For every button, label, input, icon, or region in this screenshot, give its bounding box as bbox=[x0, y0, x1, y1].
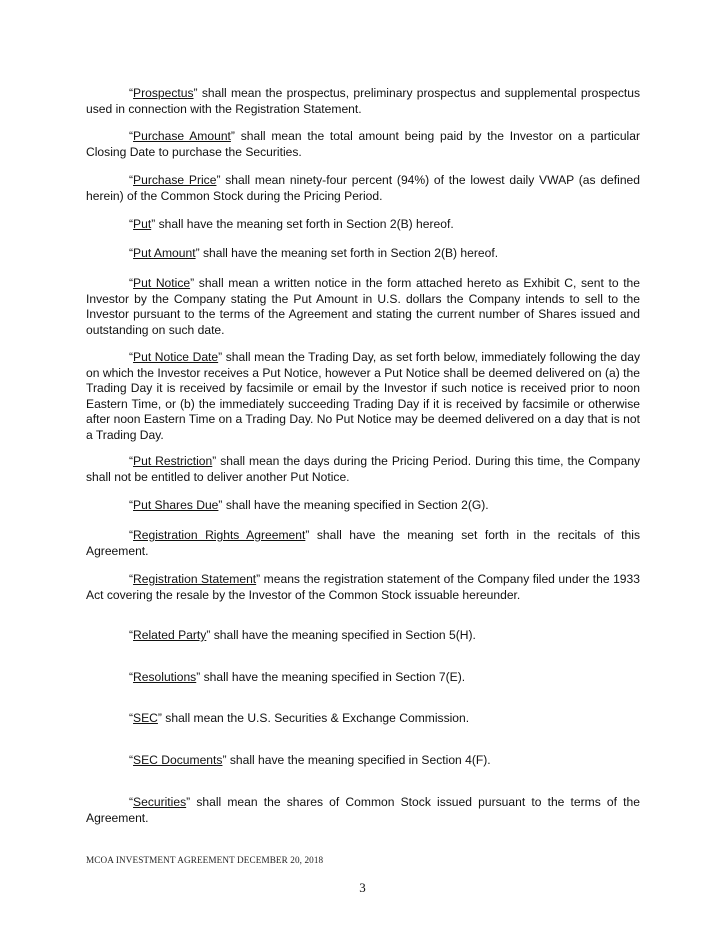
definition-sec: “SEC” shall mean the U.S. Securities & Exchange Commission. bbox=[129, 711, 470, 725]
definition-put-notice-date: “Put Notice Date” shall mean the Trading Day, as set forth below, immediately following the day on which the Investor receives a Put Notice, however a Put Notice shall be deemed delivered on (a) the Trading Day it is received by facsimile or email by the Investor if such notice is received prior to noon Eastern Time, or (b) the immediately succeeding Trading Day if it is received by facsimile or otherwise after noon Eastern Time on a Trading Day. No Put Notice may be deemed delivered on a day that is not a Trading Day. bbox=[86, 350, 640, 442]
definition-registration-rights-agreement: “Registration Rights Agreement” shall have the meaning set forth in the recitals of this Agreement. bbox=[86, 528, 640, 558]
definition-text: shall have the meaning set forth in Section 2(B) hereof. bbox=[155, 217, 454, 231]
definition-text: means the registration statement of the Company filed under the 1933 Act covering the resale by the Investor of the Common Stock issuable hereunder. bbox=[86, 572, 640, 602]
definition-purchase-amount: “Purchase Amount” shall mean the total amount being paid by the Investor on a particular Closing Date to purchase the Securities. bbox=[86, 129, 640, 159]
definition-prospectus: “Prospectus” shall mean the prospectus, preliminary prospectus and supplemental prospectus used in connection with the Registration Statement. bbox=[86, 86, 640, 116]
definition-put-amount: “Put Amount” shall have the meaning set forth in Section 2(B) hereof. bbox=[129, 246, 499, 260]
definition-text: shall mean the Trading Day, as set forth below, immediately following the day on which the Investor receives a Put Notice, however a Put Notice shall be deemed delivered on (a) the Trading Day it is received by facsimile or email by the Investor if such notice is received prior to noon Eastern Time, or (b) the immediately succeeding Trading Day if it is received by facsimile or otherwise after noon Eastern Time on a Trading Day. No Put Notice may be deemed delivered on a day that is not a Trading Day. bbox=[86, 350, 640, 442]
definition-text: shall have the meaning specified in Section 4(F). bbox=[226, 753, 491, 767]
defined-term: Prospectus bbox=[133, 86, 194, 100]
page-number: 3 bbox=[359, 880, 366, 895]
defined-term: Put Amount bbox=[133, 246, 196, 260]
definition-text: shall mean a written notice in the form attached hereto as Exhibit C, sent to the Investor by the Company stating the Put Amount in U.S. dollars the Company intends to sell to the Investor pursuant to the terms of the Agreement and stating the current number of Shares issued and outstanding on such date. bbox=[86, 276, 641, 337]
definition-text: shall mean the U.S. Securities & Exchange Commission. bbox=[161, 711, 470, 725]
definition-purchase-price: “Purchase Price” shall mean ninety-four percent (94%) of the lowest daily VWAP (as defined herein) of the Common Stock during the Pricing Period. bbox=[86, 173, 640, 203]
definition-text: shall mean the shares of Common Stock issued pursuant to the terms of the Agreement. bbox=[86, 795, 640, 825]
definition-text: shall have the meaning set forth in Section 2(B) hereof. bbox=[199, 246, 499, 260]
definition-registration-statement: “Registration Statement” means the registration statement of the Company filed under the 1933 Act covering the resale by the Investor of the Common Stock issuable hereunder. bbox=[86, 572, 640, 602]
definition-text: shall have the meaning set forth in the recitals of this Agreement. bbox=[86, 528, 640, 558]
defined-term: Put Shares Due bbox=[133, 498, 219, 512]
definition-sec-documents: “SEC Documents” shall have the meaning specified in Section 4(F). bbox=[129, 753, 491, 767]
definition-related-party: “Related Party” shall have the meaning specified in Section 5(H). bbox=[129, 628, 476, 642]
definition-text: shall mean the prospectus, preliminary prospectus and supplemental prospectus used in connection with the Registration Statement. bbox=[86, 86, 640, 116]
definition-resolutions: “Resolutions” shall have the meaning specified in Section 7(E). bbox=[129, 670, 466, 684]
defined-term: Put Notice bbox=[133, 276, 191, 290]
definition-text: shall have the meaning specified in Section 2(G). bbox=[222, 498, 489, 512]
definition-text: shall have the meaning specified in Section 7(E). bbox=[200, 670, 466, 684]
defined-term: Related Party bbox=[133, 628, 207, 642]
defined-term: Put Restriction bbox=[133, 454, 213, 468]
defined-term: Purchase Price bbox=[133, 173, 217, 187]
document-footer: MCOA INVESTMENT AGREEMENT DECEMBER 20, 2018 bbox=[86, 855, 324, 865]
defined-term: Registration Rights Agreement bbox=[133, 528, 306, 542]
definition-text: shall mean ninety-four percent (94%) of the lowest daily VWAP (as defined herein) of the Common Stock during the Pricing Period. bbox=[86, 173, 640, 203]
defined-term: SEC bbox=[133, 711, 158, 725]
definition-put-notice: “Put Notice” shall mean a written notice in the form attached hereto as Exhibit C, sent to the Investor by the Company stating the Put Amount in U.S. dollars the Company intends to sell to the Investor pursuant to the terms of the Agreement and stating the current number of Shares issued and outstanding on such date. bbox=[86, 276, 641, 337]
defined-term: Put Notice Date bbox=[133, 350, 219, 364]
definition-text: shall mean the total amount being paid by the Investor on a particular Closing Date to purchase the Securities. bbox=[86, 129, 640, 159]
definition-put: “Put” shall have the meaning set forth in Section 2(B) hereof. bbox=[129, 217, 454, 231]
defined-term: Purchase Amount bbox=[133, 129, 231, 143]
defined-term: Put bbox=[133, 217, 152, 231]
definition-put-shares-due: “Put Shares Due” shall have the meaning specified in Section 2(G). bbox=[129, 498, 489, 512]
definition-text: shall have the meaning specified in Section 5(H). bbox=[210, 628, 476, 642]
defined-term: Registration Statement bbox=[133, 572, 257, 586]
definition-securities: “Securities” shall mean the shares of Common Stock issued pursuant to the terms of the Agreement. bbox=[86, 795, 640, 825]
defined-term: SEC Documents bbox=[133, 753, 223, 767]
defined-term: Securities bbox=[133, 795, 187, 809]
defined-term: Resolutions bbox=[133, 670, 197, 684]
definition-text: shall mean the days during the Pricing Period. During this time, the Company shall not be entitled to deliver another Put Notice. bbox=[86, 454, 641, 484]
definition-put-restriction: “Put Restriction” shall mean the days during the Pricing Period. During this time, the Company shall not be entitled to deliver another Put Notice. bbox=[86, 454, 641, 484]
